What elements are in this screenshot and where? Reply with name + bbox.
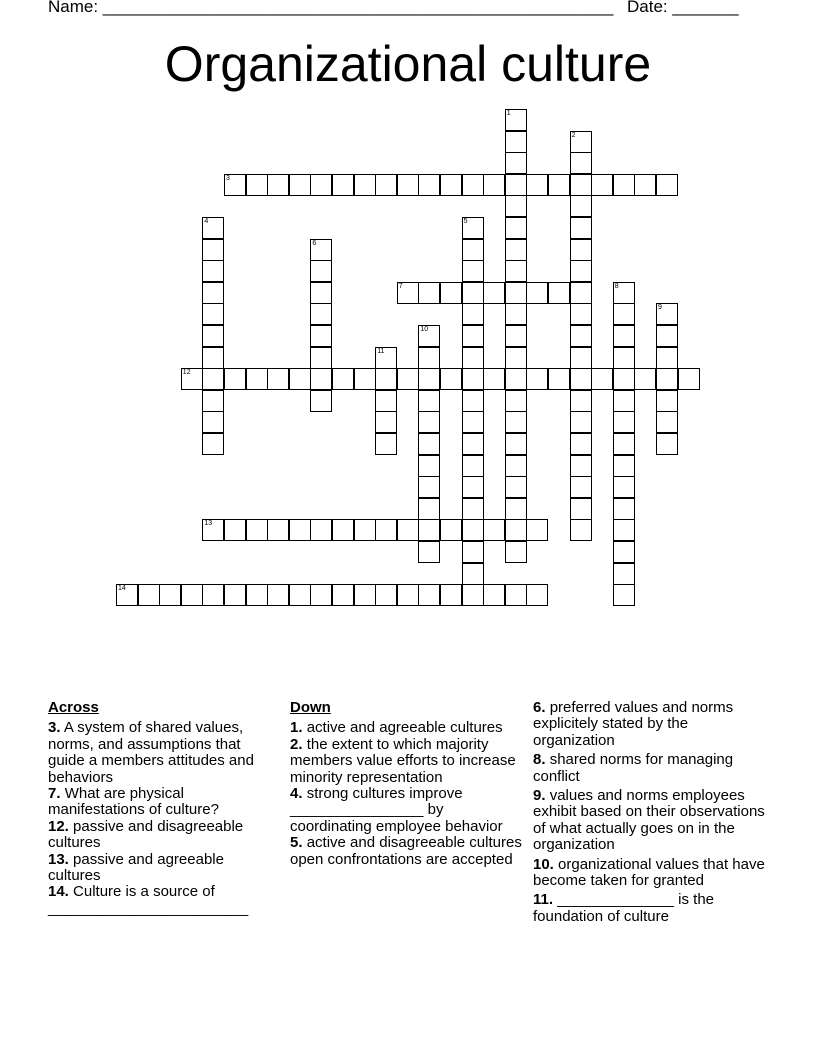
grid-cell[interactable] xyxy=(570,411,592,433)
grid-cell[interactable] xyxy=(613,411,635,433)
grid-cell[interactable] xyxy=(440,584,462,606)
grid-cell[interactable] xyxy=(570,347,592,369)
down-clues xyxy=(290,700,522,868)
clue-down-11 xyxy=(533,892,765,925)
grid-cell[interactable] xyxy=(310,303,332,325)
across-clues xyxy=(48,700,280,917)
grid-cell[interactable] xyxy=(462,498,484,520)
grid-cell[interactable] xyxy=(462,519,484,541)
grid-cell[interactable] xyxy=(613,519,635,541)
grid-cell[interactable] xyxy=(613,476,635,498)
grid-cell[interactable] xyxy=(397,368,419,390)
grid-cell[interactable] xyxy=(656,325,678,347)
grid-cell[interactable] xyxy=(224,368,246,390)
grid-cell[interactable] xyxy=(505,541,527,563)
grid-cell[interactable] xyxy=(570,217,592,239)
grid-cell[interactable] xyxy=(418,541,440,563)
grid-cell[interactable] xyxy=(418,411,440,433)
grid-cell[interactable] xyxy=(246,174,268,196)
grid-cell[interactable] xyxy=(505,131,527,153)
grid-cell[interactable] xyxy=(202,260,224,282)
grid-cell[interactable] xyxy=(332,174,354,196)
grid-cell[interactable] xyxy=(462,455,484,477)
cell-number: 4 xyxy=(204,218,209,225)
grid-cell[interactable] xyxy=(505,260,527,282)
clue-text: organizational values that have become taken for granted xyxy=(533,855,765,890)
cell-number: 7 xyxy=(398,282,403,290)
grid-cell[interactable] xyxy=(613,390,635,412)
grid-cell[interactable] xyxy=(202,519,224,541)
clue-number: 2. xyxy=(290,735,303,753)
grid-cell[interactable] xyxy=(418,390,440,412)
grid-cell[interactable] xyxy=(332,519,354,541)
grid-cell[interactable] xyxy=(570,519,592,541)
grid-cell[interactable] xyxy=(267,519,289,541)
grid-cell[interactable] xyxy=(613,455,635,477)
grid-cell[interactable] xyxy=(570,476,592,498)
grid-cell[interactable] xyxy=(246,519,268,541)
grid-cell[interactable] xyxy=(375,411,397,433)
grid-cell[interactable] xyxy=(332,584,354,606)
grid-cell[interactable] xyxy=(505,303,527,325)
clue-down-6 xyxy=(533,700,765,749)
grid-cell[interactable] xyxy=(202,217,224,239)
clue-number: 8. xyxy=(533,751,546,769)
grid-cell[interactable] xyxy=(181,368,203,390)
grid-cell[interactable] xyxy=(634,368,656,390)
grid-cell[interactable] xyxy=(289,174,311,196)
grid-cell[interactable] xyxy=(202,411,224,433)
grid-cell[interactable] xyxy=(613,347,635,369)
grid-cell[interactable] xyxy=(418,498,440,520)
grid-cell[interactable] xyxy=(462,411,484,433)
grid-cell[interactable] xyxy=(462,541,484,563)
grid-cell[interactable] xyxy=(483,174,505,196)
cell-number: 1 xyxy=(506,110,511,117)
grid-cell[interactable] xyxy=(418,584,440,606)
cell-number: 6 xyxy=(312,239,317,247)
cell-number: 5 xyxy=(463,218,468,225)
grid-cell[interactable] xyxy=(310,282,332,304)
grid-cell[interactable] xyxy=(483,584,505,606)
grid-cell[interactable] xyxy=(548,174,570,196)
clue-number: 1. xyxy=(290,719,303,737)
grid-cell[interactable] xyxy=(462,217,484,239)
grid-cell[interactable] xyxy=(202,390,224,412)
grid-cell[interactable] xyxy=(570,433,592,455)
grid-cell[interactable] xyxy=(462,563,484,585)
grid-cell[interactable] xyxy=(505,195,527,217)
grid-cell[interactable] xyxy=(246,368,268,390)
grid-cell[interactable] xyxy=(418,282,440,304)
grid-cell[interactable] xyxy=(656,174,678,196)
grid-cell[interactable] xyxy=(505,498,527,520)
cell-number: 13 xyxy=(204,520,213,528)
clue-text: Culture is a source of ________________________ xyxy=(48,883,249,917)
clue-down-1 xyxy=(290,720,522,736)
clue-text: strong cultures improve ________________ by coordinating employee behavior xyxy=(290,785,503,835)
grid-cell[interactable] xyxy=(505,174,527,196)
grid-cell[interactable] xyxy=(505,476,527,498)
clue-down-8 xyxy=(533,752,765,785)
page-title: Organizational culture xyxy=(164,36,652,92)
grid-cell[interactable] xyxy=(375,174,397,196)
grid-cell[interactable] xyxy=(505,109,527,131)
grid-cell[interactable] xyxy=(418,368,440,390)
across-heading: Across xyxy=(48,699,99,716)
grid-cell[interactable] xyxy=(462,174,484,196)
grid-cell[interactable] xyxy=(354,584,376,606)
grid-cell[interactable] xyxy=(202,368,224,390)
grid-cell[interactable] xyxy=(289,584,311,606)
grid-cell[interactable] xyxy=(505,152,527,174)
clue-number: 9. xyxy=(533,787,546,805)
clue-across-14 xyxy=(48,884,280,917)
clue-number: 11. xyxy=(533,891,554,909)
grid-cell[interactable] xyxy=(613,303,635,325)
grid-cell[interactable] xyxy=(267,368,289,390)
name-field-line: Name: ______________________________________________________ xyxy=(48,0,614,16)
clue-down-2 xyxy=(290,737,522,786)
grid-cell[interactable] xyxy=(570,303,592,325)
cell-number: 12 xyxy=(182,369,191,377)
clue-number: 14. xyxy=(48,883,69,901)
grid-cell[interactable] xyxy=(678,368,700,390)
grid-cell[interactable] xyxy=(418,325,440,347)
grid-cell[interactable] xyxy=(375,519,397,541)
grid-cell[interactable] xyxy=(375,433,397,455)
grid-cell[interactable] xyxy=(505,411,527,433)
grid-cell[interactable] xyxy=(310,368,332,390)
grid-cell[interactable] xyxy=(462,347,484,369)
grid-cell[interactable] xyxy=(202,282,224,304)
grid-cell[interactable] xyxy=(418,174,440,196)
grid-cell[interactable] xyxy=(354,519,376,541)
date-field-line: Date: _______ xyxy=(627,0,739,16)
clue-across-3 xyxy=(48,720,280,786)
grid-cell[interactable] xyxy=(375,368,397,390)
clue-number: 4. xyxy=(290,785,303,803)
grid-cell[interactable] xyxy=(656,368,678,390)
clue-number: 7. xyxy=(48,785,61,803)
grid-cell[interactable] xyxy=(310,325,332,347)
grid-cell[interactable] xyxy=(462,325,484,347)
grid-cell[interactable] xyxy=(570,195,592,217)
grid-cell[interactable] xyxy=(310,347,332,369)
grid-cell[interactable] xyxy=(505,433,527,455)
grid-cell[interactable] xyxy=(570,368,592,390)
grid-cell[interactable] xyxy=(462,260,484,282)
cell-number: 8 xyxy=(614,282,619,290)
clue-across-12 xyxy=(48,819,280,852)
grid-cell[interactable] xyxy=(462,584,484,606)
clue-number: 13. xyxy=(48,850,69,868)
grid-cell[interactable] xyxy=(483,368,505,390)
grid-cell[interactable] xyxy=(310,239,332,261)
grid-cell[interactable] xyxy=(570,498,592,520)
grid-cell[interactable] xyxy=(462,368,484,390)
cell-number: 14 xyxy=(118,585,126,593)
grid-cell[interactable] xyxy=(202,325,224,347)
grid-cell[interactable] xyxy=(397,174,419,196)
clue-across-7 xyxy=(48,786,280,819)
clue-text: passive and disagreeable cultures xyxy=(48,817,244,852)
down-clues-continued xyxy=(533,700,765,928)
grid-cell[interactable] xyxy=(138,584,160,606)
grid-cell[interactable] xyxy=(570,260,592,282)
clue-text: active and disagreeable cultures open confrontations are accepted xyxy=(290,834,522,868)
grid-cell[interactable] xyxy=(656,347,678,369)
grid-cell[interactable] xyxy=(462,476,484,498)
clue-number: 3. xyxy=(48,719,61,737)
cell-number: 11 xyxy=(377,347,385,355)
grid-cell[interactable] xyxy=(526,368,548,390)
grid-cell[interactable] xyxy=(375,390,397,412)
grid-cell[interactable] xyxy=(505,390,527,412)
grid-cell[interactable] xyxy=(613,433,635,455)
grid-cell[interactable] xyxy=(483,519,505,541)
grid-cell[interactable] xyxy=(267,584,289,606)
clue-text: values and norms employees exhibit based on their observations of what actually goes on in the organization xyxy=(533,787,765,854)
grid-cell[interactable] xyxy=(440,174,462,196)
grid-cell[interactable] xyxy=(548,368,570,390)
grid-cell[interactable] xyxy=(526,584,548,606)
clue-text: What are physical manifestations of culture? xyxy=(48,785,219,819)
grid-cell[interactable] xyxy=(202,584,224,606)
grid-cell[interactable] xyxy=(570,174,592,196)
grid-cell[interactable] xyxy=(440,519,462,541)
grid-cell[interactable] xyxy=(462,282,484,304)
grid-cell[interactable] xyxy=(354,174,376,196)
cell-number: 2 xyxy=(571,131,576,139)
grid-cell[interactable] xyxy=(505,239,527,261)
grid-cell[interactable] xyxy=(570,282,592,304)
grid-cell[interactable] xyxy=(505,325,527,347)
grid-cell[interactable] xyxy=(570,152,592,174)
grid-cell[interactable] xyxy=(483,282,505,304)
grid-cell[interactable] xyxy=(224,519,246,541)
grid-cell[interactable] xyxy=(656,433,678,455)
clue-text: the extent to which majority members value efforts to increase minority representation xyxy=(290,735,516,786)
grid-cell[interactable] xyxy=(462,303,484,325)
grid-cell[interactable] xyxy=(613,541,635,563)
grid-cell[interactable] xyxy=(505,455,527,477)
grid-cell[interactable] xyxy=(505,347,527,369)
grid-cell[interactable] xyxy=(548,282,570,304)
grid-cell[interactable] xyxy=(570,390,592,412)
clue-number: 12. xyxy=(48,817,69,835)
grid-cell[interactable] xyxy=(634,174,656,196)
clue-text: shared norms for managing conflict xyxy=(533,751,734,785)
clue-down-5 xyxy=(290,835,522,868)
grid-cell[interactable] xyxy=(418,455,440,477)
grid-cell[interactable] xyxy=(418,519,440,541)
grid-cell[interactable] xyxy=(310,519,332,541)
grid-cell[interactable] xyxy=(397,282,419,304)
grid-cell[interactable] xyxy=(181,584,203,606)
grid-cell[interactable] xyxy=(397,519,419,541)
cell-number: 3 xyxy=(226,174,230,182)
grid-cell[interactable] xyxy=(224,584,246,606)
grid-cell[interactable] xyxy=(202,347,224,369)
grid-cell[interactable] xyxy=(505,519,527,541)
grid-cell[interactable] xyxy=(613,325,635,347)
grid-cell[interactable] xyxy=(202,303,224,325)
grid-cell[interactable] xyxy=(202,239,224,261)
clue-down-10 xyxy=(533,857,765,890)
grid-cell[interactable] xyxy=(354,368,376,390)
clue-across-13 xyxy=(48,852,280,885)
grid-cell[interactable] xyxy=(310,390,332,412)
grid-cell[interactable] xyxy=(116,584,138,606)
grid-cell[interactable] xyxy=(375,347,397,369)
grid-cell[interactable] xyxy=(440,368,462,390)
grid-cell[interactable] xyxy=(526,282,548,304)
grid-cell[interactable] xyxy=(656,411,678,433)
grid-cell[interactable] xyxy=(246,584,268,606)
grid-cell[interactable] xyxy=(462,433,484,455)
cell-number: 10 xyxy=(420,326,429,333)
grid-cell[interactable] xyxy=(613,368,635,390)
clue-text: preferred values and norms explicitely stated by the organization xyxy=(533,699,734,749)
grid-cell[interactable] xyxy=(310,260,332,282)
cell-number: 9 xyxy=(658,304,662,312)
clue-text: ______________ is the foundation of culture xyxy=(533,891,715,925)
grid-cell[interactable] xyxy=(505,217,527,239)
grid-cell[interactable] xyxy=(159,584,181,606)
grid-cell[interactable] xyxy=(462,390,484,412)
grid-cell[interactable] xyxy=(570,455,592,477)
grid-cell[interactable] xyxy=(591,368,613,390)
clue-number: 5. xyxy=(290,834,303,852)
grid-cell[interactable] xyxy=(505,282,527,304)
clue-text: passive and agreeable cultures xyxy=(48,850,224,885)
grid-cell[interactable] xyxy=(202,433,224,455)
grid-cell[interactable] xyxy=(397,584,419,606)
grid-cell[interactable] xyxy=(505,368,527,390)
grid-cell[interactable] xyxy=(418,476,440,498)
down-heading: Down xyxy=(290,699,331,716)
grid-cell[interactable] xyxy=(526,174,548,196)
grid-cell[interactable] xyxy=(570,131,592,153)
grid-cell[interactable] xyxy=(591,174,613,196)
grid-cell[interactable] xyxy=(613,584,635,606)
clue-down-4 xyxy=(290,786,522,835)
clue-down-9 xyxy=(533,788,765,854)
clue-number: 6. xyxy=(533,699,546,716)
grid-cell[interactable] xyxy=(656,390,678,412)
grid-cell[interactable] xyxy=(418,347,440,369)
grid-cell[interactable] xyxy=(310,174,332,196)
grid-cell[interactable] xyxy=(224,174,246,196)
grid-cell[interactable] xyxy=(418,433,440,455)
grid-cell[interactable] xyxy=(375,584,397,606)
grid-cell[interactable] xyxy=(613,563,635,585)
grid-cell[interactable] xyxy=(505,584,527,606)
grid-cell[interactable] xyxy=(462,239,484,261)
grid-cell[interactable] xyxy=(267,174,289,196)
grid-cell[interactable] xyxy=(613,282,635,304)
clue-text: A system of shared values, norms, and assumptions that guide a members attitudes and behaviors xyxy=(48,719,254,786)
grid-cell[interactable] xyxy=(570,325,592,347)
grid-cell[interactable] xyxy=(613,498,635,520)
grid-cell[interactable] xyxy=(570,239,592,261)
grid-cell[interactable] xyxy=(289,368,311,390)
grid-cell[interactable] xyxy=(310,584,332,606)
grid-cell[interactable] xyxy=(613,174,635,196)
grid-cell[interactable] xyxy=(332,368,354,390)
grid-cell[interactable] xyxy=(526,519,548,541)
clue-number: 10. xyxy=(533,855,554,873)
clue-text: active and agreeable cultures xyxy=(306,719,503,737)
grid-cell[interactable] xyxy=(440,282,462,304)
grid-cell[interactable] xyxy=(656,303,678,325)
grid-cell[interactable] xyxy=(289,519,311,541)
